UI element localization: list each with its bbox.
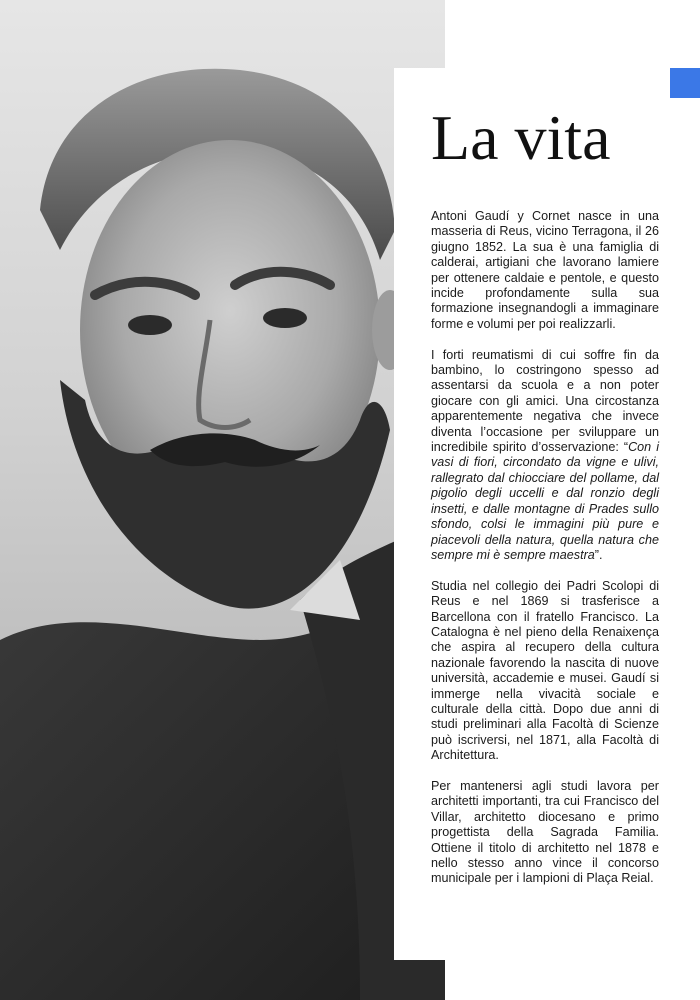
page-title: La vita <box>431 102 611 173</box>
paragraph-childhood <box>431 348 659 564</box>
biography-text <box>431 209 659 902</box>
gaudi-quote: Con i vasi di fiori, circondato da vigne e ulivi, rallegrato dal chiocciare del pollame, dal pigolio degli uccelli e dal ronzio degli insetti, e dalle montagne di Prades sullo sfondo, colsi le immagini più pure e piacevoli della natura, quella natura che sempre mi è sempre maestra <box>431 440 659 562</box>
paragraph-birth: Antoni Gaudí y Cornet nasce in una masseria di Reus, vicino Terragona, il 26 giugno 1852. La sua è una famiglia di calderai, artigiani che lavorano lamiere per ottenere caldaie e pentole, e questo incide profondamente sulla sua formazione insegnandogli a immaginare forme e volumi per poi realizzarli. <box>431 209 659 331</box>
paragraph-childhood-end: ”. <box>594 547 603 562</box>
paragraph-childhood-intro: I forti reumatismi di cui soffre fin da bambino, lo costringono spesso ad assentarsi da scuola e a non poter giocare con gli amici. Una circostanza apparentemente negativa che invece diventa l’occasione per sviluppare un incredibile spirito d’osservazione: “ <box>431 347 659 455</box>
accent-square <box>670 68 700 98</box>
paragraph-career: Per mantenersi agli studi lavora per architetti importanti, tra cui Francisco del Villar, architetto diocesano e primo progettista della Sagrada Familia. Ottiene il titolo di architetto nel 1878 e nello stesso anno vince il concorso municipale per i lampioni di Plaça Reial. <box>431 778 659 886</box>
paragraph-studies: Studia nel collegio dei Padri Scolopi di Reus e nel 1869 si trasferisce a Barcellona con il fratello Francisco. La Catalogna è nel pieno della Renaixença che aspira al recupero della cultura nazionale favorendo la nascita di nuove università, accademie e musei. Gaudí si immerge nella vivacità sociale e culturale della città. Dopo due anni di studi preliminari alla Facoltà di Scienze può iscriversi, nel 1871, alla Facoltà di Architettura. <box>431 578 659 763</box>
